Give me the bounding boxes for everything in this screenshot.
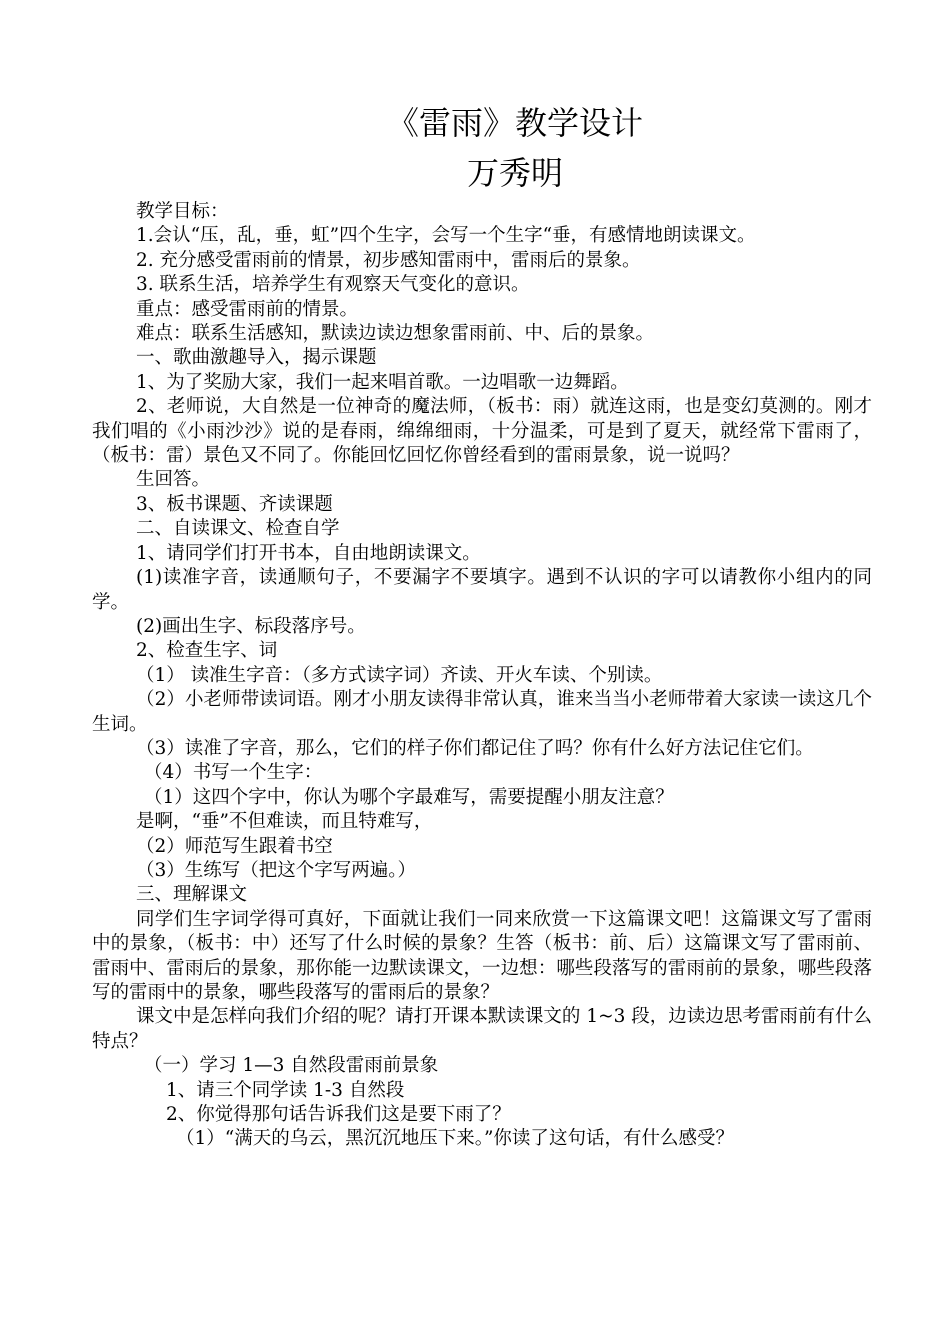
paragraph: （3）读准了字音，那么，它们的样子你们都记住了吗？你有什么好方法记住它们。 [136, 737, 814, 759]
paragraph: 教学目标： [136, 201, 229, 222]
paragraph: （2）小老师带读词语。刚才小朋友读得非常认真，谁来当当小老师带着大家读一读这几个生词。 [92, 689, 872, 735]
paragraph: 2. 充分感受雷雨前的情景，初步感知雷雨中，雷雨后的景象。 [136, 249, 641, 271]
paragraph: 3. 联系生活，培养学生有观察天气变化的意识。 [136, 274, 530, 296]
paragraph: 是啊，“垂”不但难读，而且特难写， [136, 811, 433, 833]
section-heading: 三、理解课文 [136, 884, 248, 906]
paragraph: 1.会认“压，乱，垂，虹”四个生字，会写一个生字“垂，有感情地朗读课文。 [136, 225, 756, 247]
paragraph: 2、检查生字、词 [136, 640, 278, 662]
paragraph: 1、为了奖励大家，我们一起来唱首歌。一边唱歌一边舞蹈。 [136, 371, 629, 393]
paragraph: （3）生练写（把这个字写两遍。） [136, 859, 417, 881]
paragraph: (2)画出生字、标段落序号。 [136, 615, 366, 637]
paragraph: 3、板书课题、齐读课题 [136, 493, 333, 515]
paragraph: 1、请三个同学读 1-3 自然段 [166, 1079, 405, 1101]
paragraph: 难点：联系生活感知，默读边读边想象雷雨前、中、后的景象。 [136, 323, 655, 345]
section-heading: 一、歌曲激趣导入，揭示课题 [136, 347, 377, 369]
paragraph: 1、请同学们打开书本，自由地朗读课文。 [136, 542, 481, 564]
paragraph: (1)读准字音，读通顺句子，不要漏字不要填字。遇到不认识的字可以请教你小组内的同学。 [92, 567, 872, 613]
paragraph: 课文中是怎样向我们介绍的呢？请打开课本默读课文的 1~3 段，边读边思考雷雨前有什么特点？ [92, 1006, 872, 1052]
paragraph: 2、老师说，大自然是一位神奇的魔法师，（板书：雨）就连这雨，也是变幻莫测的。刚才我们唱的《小雨沙沙》说的是春雨，绵绵细雨，十分温柔，可是到了夏天，就经常下雷雨了，（板书：雷）景色又不同了。你能回忆回忆你曾经看到的雷雨景象，说一说吗？ [92, 396, 872, 467]
paragraph: 重点：感受雷雨前的情景。 [136, 298, 359, 320]
document-body [92, 200, 872, 1152]
paragraph: 同学们生字词学得可真好，下面就让我们一同来欣赏一下这篇课文吧！这篇课文写了雷雨中的景象，（板书：中）还写了什么时候的景象？生答（板书：前、后）这篇课文写了雷雨前、雷雨中、雷雨后的景象，那你能一边默读课文，一边想：哪些段落写的雷雨前的景象，哪些段落写的雷雨中的景象，哪些段落写的雷雨后的景象？ [92, 908, 872, 1003]
document-title: 《雷雨》教学设计 [386, 104, 643, 142]
subsection-heading: （一）学习 1—3 自然段雷雨前景象 [144, 1055, 439, 1077]
paragraph: （1） 读准生字音：（多方式读字词）齐读、开火车读、个别读。 [136, 664, 663, 686]
paragraph: （2）师范写生跟着书空 [136, 835, 333, 857]
paragraph: 生回答。 [136, 469, 211, 491]
document-author: 万秀明 [466, 154, 563, 192]
section-heading: 二、自读课文、检查自学 [136, 518, 340, 540]
paragraph: （1）“满天的乌云，黑沉沉地压下来。”你读了这句话，有什么感受？ [176, 1128, 734, 1150]
paragraph: （4）书写一个生字： [144, 762, 323, 784]
paragraph: （1）这四个字中，你认为哪个字最难写，需要提醒小朋友注意？ [144, 786, 674, 808]
paragraph: 2、你觉得那句话告诉我们这是要下雨了？ [166, 1104, 511, 1126]
